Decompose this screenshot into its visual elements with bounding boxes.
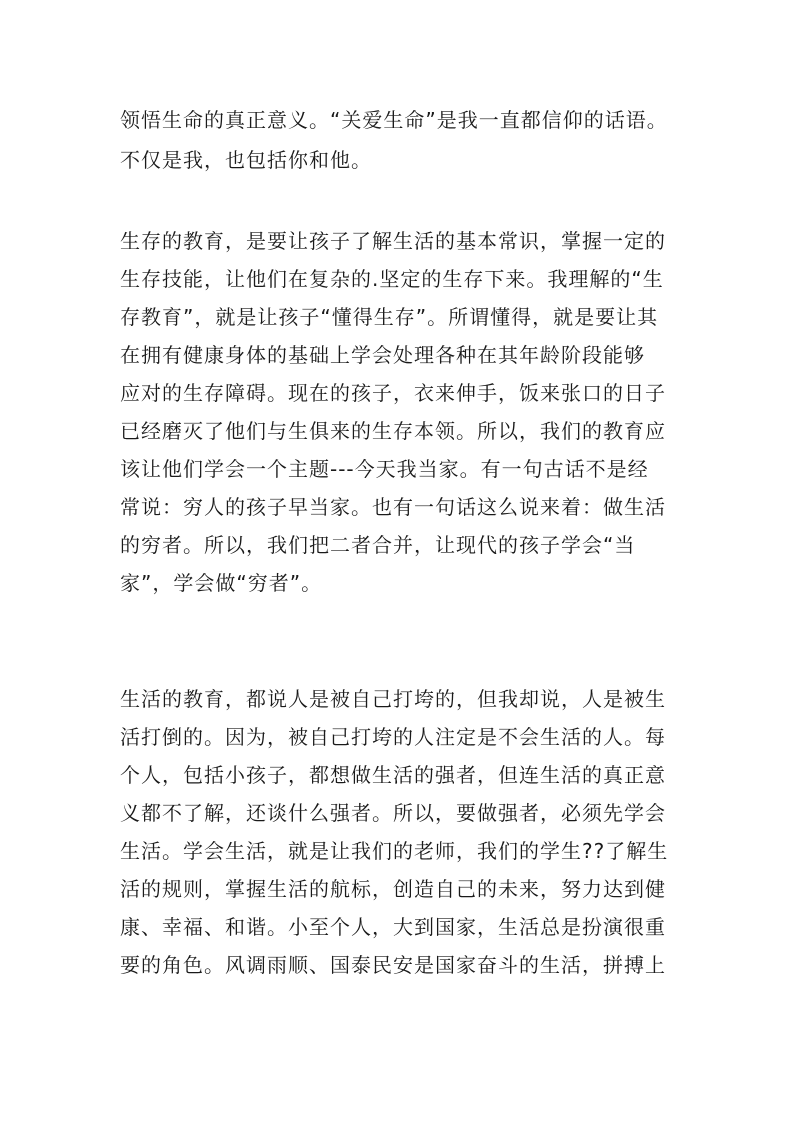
- text-line: 要的角色。风调雨顺、国泰民安是国家奋斗的生活，拼搏上: [120, 953, 666, 977]
- text-line: 活的规则，掌握生活的航标，创造自己的未来，努力达到健: [120, 877, 666, 901]
- text-line: 生存技能，让他们在复杂的.坚定的生存下来。我理解的“生: [120, 267, 664, 291]
- text-line: 在拥有健康身体的基础上学会处理各种在其年龄阶段能够: [120, 343, 645, 367]
- text-line: 领悟生命的真正意义。“关爱生命”是我一直都信仰的话语。: [120, 108, 668, 132]
- text-line: 康、幸福、和谐。小至个人，大到国家，生活总是扮演很重: [120, 915, 666, 939]
- text-line: 应对的生存障碍。现在的孩子，衣来伸手，饭来张口的日子: [120, 381, 666, 405]
- text-line: 该让他们学会一个主题---今天我当家。有一句古话不是经: [120, 457, 649, 481]
- text-line: 已经磨灭了他们与生俱来的生存本领。所以，我们的教育应: [120, 419, 666, 443]
- text-line: 常说：穷人的孩子早当家。也有一句话这么说来着：做生活: [120, 495, 666, 519]
- text-line: 生活。学会生活，就是让我们的老师，我们的学生??了解生: [120, 839, 669, 863]
- text-line: 活打倒的。因为，被自己打垮的人注定是不会生活的人。每: [120, 725, 666, 749]
- text-line: 生活的教育，都说人是被自己打垮的，但我却说，人是被生: [120, 687, 666, 711]
- text-line: 的穷者。所以，我们把二者合并，让现代的孩子学会“当: [120, 533, 636, 557]
- text-line: 生存的教育，是要让孩子了解生活的基本常识，掌握一定的: [120, 229, 666, 253]
- text-line: 家”，学会做“穷者”。: [120, 571, 323, 595]
- text-line: 个人，包括小孩子，都想做生活的强者，但连生活的真正意: [120, 763, 666, 787]
- text-line: 义都不了解，还谈什么强者。所以，要做强者，必须先学会: [120, 801, 666, 825]
- text-line: 不仅是我，也包括你和他。: [120, 148, 372, 172]
- text-line: 存教育”，就是让孩子“懂得生存”。所谓懂得，就是要让其: [120, 305, 659, 329]
